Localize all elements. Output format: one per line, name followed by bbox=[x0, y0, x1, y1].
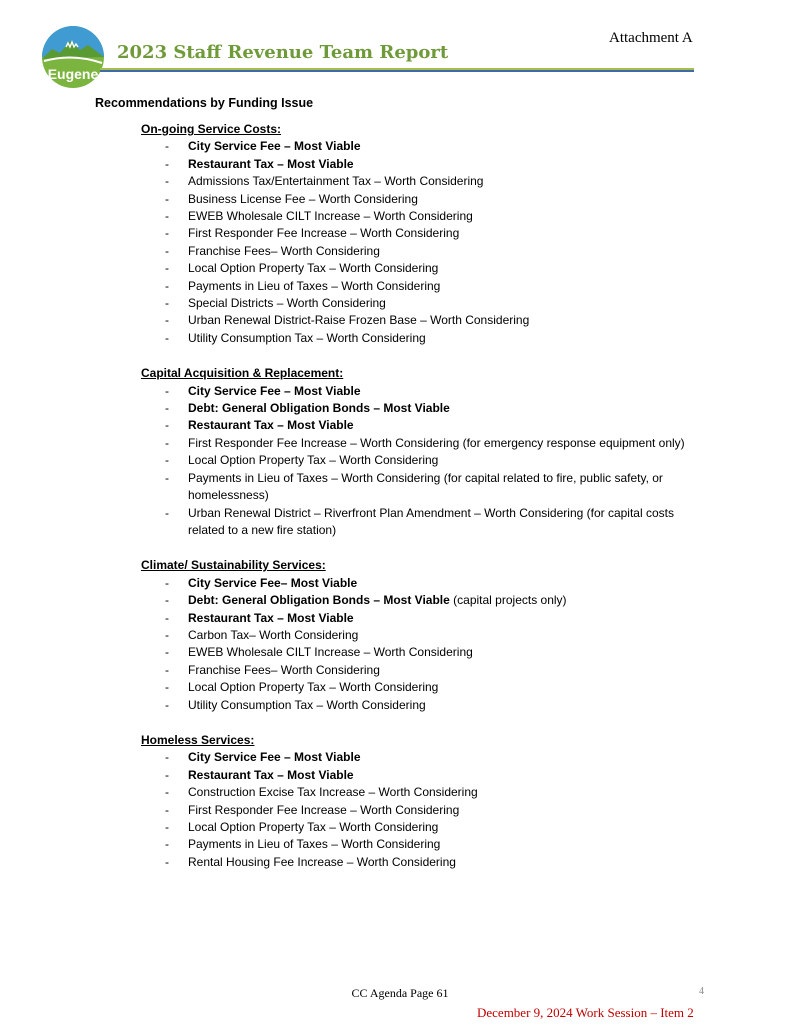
item-text: Urban Renewal District – Riverfront Plan Amendment – Worth Considering (for capital costs related to a new fire station) bbox=[188, 505, 674, 537]
item-text: Local Option Property Tax – Worth Considering bbox=[188, 453, 439, 468]
item-text: Admissions Tax/Entertainment Tax – Worth Considering bbox=[188, 174, 484, 189]
item-text: City Service Fee – Most Viable bbox=[188, 139, 361, 154]
list-dash: - bbox=[165, 401, 169, 416]
section-title bbox=[141, 557, 711, 574]
list-item bbox=[141, 784, 703, 801]
list-item bbox=[141, 383, 703, 400]
list-item bbox=[141, 470, 703, 505]
item-text: Payments in Lieu of Taxes – Worth Considering bbox=[188, 837, 441, 852]
list-dash: - bbox=[165, 505, 169, 520]
list-item bbox=[141, 330, 703, 347]
list-dash: - bbox=[165, 627, 169, 642]
list-item bbox=[141, 644, 703, 661]
item-text: City Service Fee – Most Viable bbox=[188, 750, 361, 765]
list-item bbox=[141, 662, 703, 679]
list-item bbox=[141, 173, 703, 190]
agenda-page-label: CC Agenda Page 61 bbox=[351, 986, 449, 1000]
list-dash: - bbox=[165, 593, 169, 608]
list-item bbox=[141, 819, 703, 836]
report-title: 2023 Staff Revenue Team Report bbox=[117, 42, 449, 63]
item-text: Restaurant Tax – Most Viable bbox=[188, 767, 354, 782]
list-dash: - bbox=[165, 767, 169, 782]
list-item bbox=[141, 138, 703, 155]
item-text: City Service Fee– Most Viable bbox=[188, 575, 358, 590]
list-dash: - bbox=[165, 330, 169, 345]
list-item bbox=[141, 156, 703, 173]
list-item bbox=[141, 191, 703, 208]
list-item bbox=[141, 417, 703, 434]
page-heading: Recommendations by Funding Issue bbox=[95, 96, 314, 110]
list-item bbox=[141, 802, 703, 819]
recommendation-list bbox=[141, 575, 711, 714]
item-text: First Responder Fee Increase – Worth Considering bbox=[188, 226, 460, 241]
list-item bbox=[141, 452, 703, 469]
item-text: Debt: General Obligation Bonds – Most Viable bbox=[188, 401, 450, 416]
item-text: Payments in Lieu of Taxes – Worth Considering (for capital related to fire, public safety, or homelessness) bbox=[188, 470, 663, 503]
logo-wordmark: Eugene bbox=[47, 66, 99, 82]
item-text: Payments in Lieu of Taxes – Worth Considering bbox=[188, 278, 441, 293]
list-item bbox=[141, 435, 703, 452]
item-text: Franchise Fees– Worth Considering bbox=[188, 243, 380, 258]
list-dash: - bbox=[165, 191, 169, 206]
item-text: City Service Fee – Most Viable bbox=[188, 383, 361, 398]
item-text: Local Option Property Tax – Worth Considering bbox=[188, 261, 439, 276]
list-dash: - bbox=[165, 243, 169, 258]
list-item bbox=[141, 575, 703, 592]
list-item bbox=[141, 505, 703, 540]
item-text: Utility Consumption Tax – Worth Considering bbox=[188, 697, 426, 712]
item-text: Restaurant Tax – Most Viable bbox=[188, 610, 354, 625]
list-item bbox=[141, 697, 703, 714]
funding-section bbox=[141, 365, 711, 539]
list-item bbox=[141, 243, 703, 260]
list-item bbox=[141, 767, 703, 784]
list-dash: - bbox=[165, 156, 169, 171]
list-dash: - bbox=[165, 313, 169, 328]
item-text: Business License Fee – Worth Considering bbox=[188, 191, 418, 206]
meeting-label: December 9, 2024 Work Session – Item 2 bbox=[477, 1005, 694, 1020]
page-number: 4 bbox=[699, 986, 704, 997]
list-dash: - bbox=[165, 418, 169, 433]
item-text: First Responder Fee Increase – Worth Considering bbox=[188, 802, 460, 817]
list-dash: - bbox=[165, 662, 169, 677]
list-item bbox=[141, 610, 703, 627]
list-dash: - bbox=[165, 226, 169, 241]
list-item bbox=[141, 679, 703, 696]
list-dash: - bbox=[165, 854, 169, 869]
eugene-logo bbox=[38, 23, 108, 89]
list-item bbox=[141, 400, 703, 417]
list-dash: - bbox=[165, 697, 169, 712]
list-item bbox=[141, 836, 703, 853]
list-dash: - bbox=[165, 278, 169, 293]
list-dash: - bbox=[165, 645, 169, 660]
list-dash: - bbox=[165, 453, 169, 468]
list-item bbox=[141, 312, 703, 329]
list-dash: - bbox=[165, 470, 169, 485]
list-item bbox=[141, 225, 703, 242]
recommendation-list bbox=[141, 383, 711, 540]
list-dash: - bbox=[165, 261, 169, 276]
list-dash: - bbox=[165, 139, 169, 154]
list-dash: - bbox=[165, 435, 169, 450]
list-dash: - bbox=[165, 296, 169, 311]
item-text: EWEB Wholesale CILT Increase – Worth Considering bbox=[188, 209, 473, 224]
item-text: Local Option Property Tax – Worth Considering bbox=[188, 680, 439, 695]
funding-section bbox=[141, 121, 711, 347]
item-text: Franchise Fees– Worth Considering bbox=[188, 662, 380, 677]
section-title-text: Climate/ Sustainability Services: bbox=[141, 558, 326, 573]
item-note: (capital projects only) bbox=[449, 593, 567, 608]
item-text: Debt: General Obligation Bonds – Most Viable bbox=[188, 593, 450, 608]
list-dash: - bbox=[165, 837, 169, 852]
funding-section bbox=[141, 732, 711, 871]
list-item bbox=[141, 278, 703, 295]
list-dash: - bbox=[165, 802, 169, 817]
item-text: Urban Renewal District-Raise Frozen Base – Worth Considering bbox=[188, 313, 530, 328]
item-text: Local Option Property Tax – Worth Considering bbox=[188, 819, 439, 834]
section-title bbox=[141, 365, 711, 382]
list-dash: - bbox=[165, 383, 169, 398]
funding-sections bbox=[141, 121, 711, 889]
list-item bbox=[141, 295, 703, 312]
list-dash: - bbox=[165, 209, 169, 224]
attachment-label: Attachment A bbox=[609, 30, 693, 46]
item-text: Construction Excise Tax Increase – Worth Considering bbox=[188, 785, 478, 800]
item-text: Special Districts – Worth Considering bbox=[188, 296, 386, 311]
list-dash: - bbox=[165, 750, 169, 765]
header-rule-blue bbox=[100, 70, 694, 72]
list-dash: - bbox=[165, 680, 169, 695]
section-title bbox=[141, 121, 711, 138]
list-item bbox=[141, 592, 703, 609]
section-title-text: Capital Acquisition & Replacement: bbox=[141, 366, 344, 381]
recommendation-list bbox=[141, 749, 711, 871]
section-title-text: On-going Service Costs bbox=[141, 122, 278, 136]
list-dash: - bbox=[165, 575, 169, 590]
list-item bbox=[141, 854, 703, 871]
section-title-text: Homeless Services: bbox=[141, 732, 255, 747]
funding-section bbox=[141, 557, 711, 714]
item-text: Utility Consumption Tax – Worth Considering bbox=[188, 330, 426, 345]
item-text: Restaurant Tax – Most Viable bbox=[188, 156, 354, 171]
item-text: EWEB Wholesale CILT Increase – Worth Considering bbox=[188, 645, 473, 660]
list-dash: - bbox=[165, 610, 169, 625]
list-dash: - bbox=[165, 819, 169, 834]
section-title-suffix: : bbox=[277, 122, 282, 136]
section-title bbox=[141, 732, 711, 749]
recommendation-list bbox=[141, 138, 711, 347]
list-item bbox=[141, 260, 703, 277]
list-dash: - bbox=[165, 174, 169, 189]
item-text: Carbon Tax– Worth Considering bbox=[188, 627, 359, 642]
list-dash: - bbox=[165, 785, 169, 800]
list-item bbox=[141, 208, 703, 225]
item-text: Restaurant Tax – Most Viable bbox=[188, 418, 354, 433]
list-item bbox=[141, 749, 703, 766]
item-text: First Responder Fee Increase – Worth Considering (for emergency response equipment only) bbox=[188, 435, 685, 450]
list-item bbox=[141, 627, 703, 644]
item-text: Rental Housing Fee Increase – Worth Considering bbox=[188, 854, 456, 869]
